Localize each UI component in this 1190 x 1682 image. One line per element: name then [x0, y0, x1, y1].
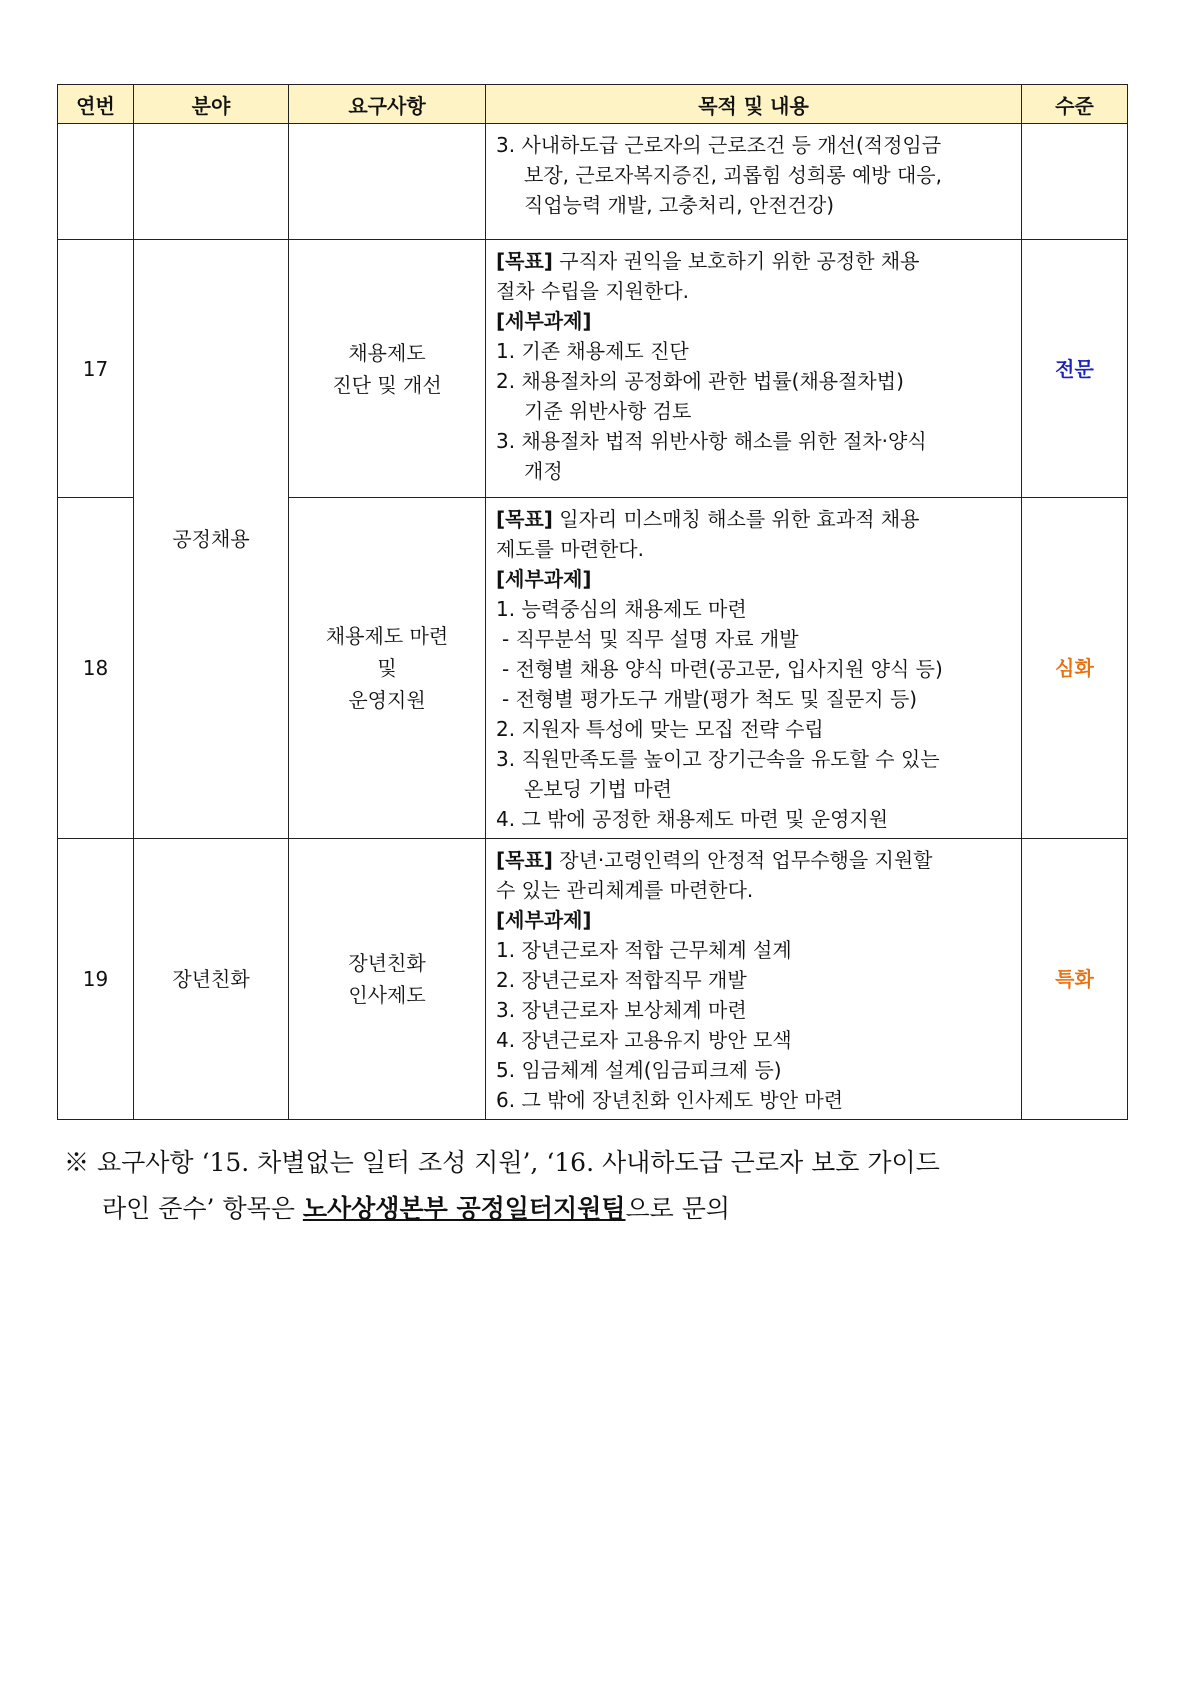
task-item: - 전형별 평가도구 개발(평가 척도 및 질문지 등) [502, 687, 918, 711]
requirement-line: 채용제도 [348, 340, 426, 365]
table-row-19 [58, 839, 1128, 1120]
cell-field-empty [134, 124, 289, 240]
goal-text: 일자리 미스매칭 해소를 위한 효과적 채용 [552, 507, 920, 531]
table-header-row [58, 85, 1128, 124]
cell-requirement [289, 839, 486, 1120]
cell-requirement [289, 240, 486, 498]
cell-purpose-content [486, 839, 1022, 1120]
task-item: 기준 위반사항 검토 [524, 399, 692, 423]
cell-field-fair-hiring: 공정채용 [134, 240, 289, 839]
goal-text: 절차 수립을 지원한다. [496, 279, 689, 303]
footnote-line-1: ※ 요구사항 ‘15. 차별없는 일터 조성 지원’, ‘16. 사내하도급 근로자 보호 가이드 [64, 1148, 940, 1177]
cell-purpose-content [486, 498, 1022, 839]
content-line: 3. 사내하도급 근로자의 근로조건 등 개선(적정임금 [496, 133, 942, 157]
footnote-text: 으로 문의 [625, 1194, 731, 1223]
task-item: 4. 그 밖에 공정한 채용제도 마련 및 운영지원 [496, 807, 889, 831]
content-line: 직업능력 개발, 고충처리, 안전건강) [524, 193, 835, 217]
tasks-label: [세부과제] [496, 309, 592, 333]
goal-text: 제도를 마련한다. [496, 537, 644, 561]
content-line: 보장, 근로자복지증진, 괴롭힘 성희롱 예방 대응, [524, 163, 942, 187]
cell-no: 18 [58, 498, 134, 839]
task-item: 6. 그 밖에 장년친화 인사제도 방안 마련 [496, 1088, 844, 1112]
goal-label: [목표] [496, 848, 553, 872]
table-row-17 [58, 240, 1128, 498]
header-requirement: 요구사항 [289, 85, 486, 124]
header-no: 연번 [58, 85, 134, 124]
task-item: 2. 지원자 특성에 맞는 모집 전략 수립 [496, 717, 824, 741]
tasks-label: [세부과제] [496, 567, 592, 591]
goal-text: 구직자 권익을 보호하기 위한 공정한 채용 [552, 249, 920, 273]
header-field: 분야 [134, 85, 289, 124]
requirements-table [57, 84, 1128, 1120]
level-badge: 심화 [1022, 498, 1128, 839]
task-item: 개정 [524, 459, 563, 483]
task-item: 1. 능력중심의 채용제도 마련 [496, 597, 747, 621]
cell-purpose-content [486, 240, 1022, 498]
cell-requirement-empty [289, 124, 486, 240]
cell-level-empty [1022, 124, 1128, 240]
header-level: 수준 [1022, 85, 1128, 124]
footnote-line-2 [64, 1186, 1144, 1232]
cell-no: 17 [58, 240, 134, 498]
requirement-line: 채용제도 마련 [325, 624, 449, 648]
task-item: 2. 장년근로자 적합직무 개발 [496, 968, 747, 992]
cell-field-senior-friendly: 장년친화 [134, 839, 289, 1120]
requirement-line: 운영지원 [348, 688, 426, 712]
task-item: 2. 채용절차의 공정화에 관한 법률(채용절차법) [496, 369, 904, 393]
footnote-text: 라인 준수’ 항목은 [102, 1194, 303, 1223]
table-row-continuation [58, 124, 1128, 240]
header-purpose-content: 목적 및 내용 [486, 85, 1022, 124]
goal-text: 수 있는 관리체계를 마련한다. [496, 878, 754, 902]
footnote [64, 1140, 1144, 1232]
task-item: 3. 장년근로자 보상체계 마련 [496, 998, 747, 1022]
requirement-line: 장년친화 [348, 951, 426, 975]
task-item: 1. 장년근로자 적합 근무체계 설계 [496, 938, 792, 962]
requirement-line: 및 [377, 656, 397, 680]
goal-label: [목표] [496, 249, 553, 273]
requirement-line: 인사제도 [348, 983, 426, 1007]
task-item: 3. 직원만족도를 높이고 장기근속을 유도할 수 있는 [496, 747, 940, 771]
cell-continuation-content [486, 124, 1022, 240]
level-badge: 전문 [1022, 240, 1128, 498]
task-item: 5. 임금체계 설계(임금피크제 등) [496, 1058, 782, 1082]
task-item: 온보딩 기법 마련 [524, 777, 672, 801]
task-item: 3. 채용절차 법적 위반사항 해소를 위한 절차·양식 [496, 429, 927, 453]
task-item: - 직무분석 및 직무 설명 자료 개발 [502, 627, 799, 651]
task-item: 4. 장년근로자 고용유지 방안 모색 [496, 1028, 792, 1052]
cell-no-empty [58, 124, 134, 240]
contact-team: 노사상생본부 공정일터지원팀 [302, 1194, 626, 1223]
tasks-label: [세부과제] [496, 908, 592, 932]
goal-text: 장년·고령인력의 안정적 업무수행을 지원할 [552, 848, 933, 872]
cell-no: 19 [58, 839, 134, 1120]
task-item: 1. 기존 채용제도 진단 [496, 339, 689, 363]
cell-requirement [289, 498, 486, 839]
level-badge: 특화 [1022, 839, 1128, 1120]
requirement-line: 진단 및 개선 [332, 372, 442, 397]
goal-label: [목표] [496, 507, 553, 531]
task-item: - 전형별 채용 양식 마련(공고문, 입사지원 양식 등) [502, 657, 943, 681]
